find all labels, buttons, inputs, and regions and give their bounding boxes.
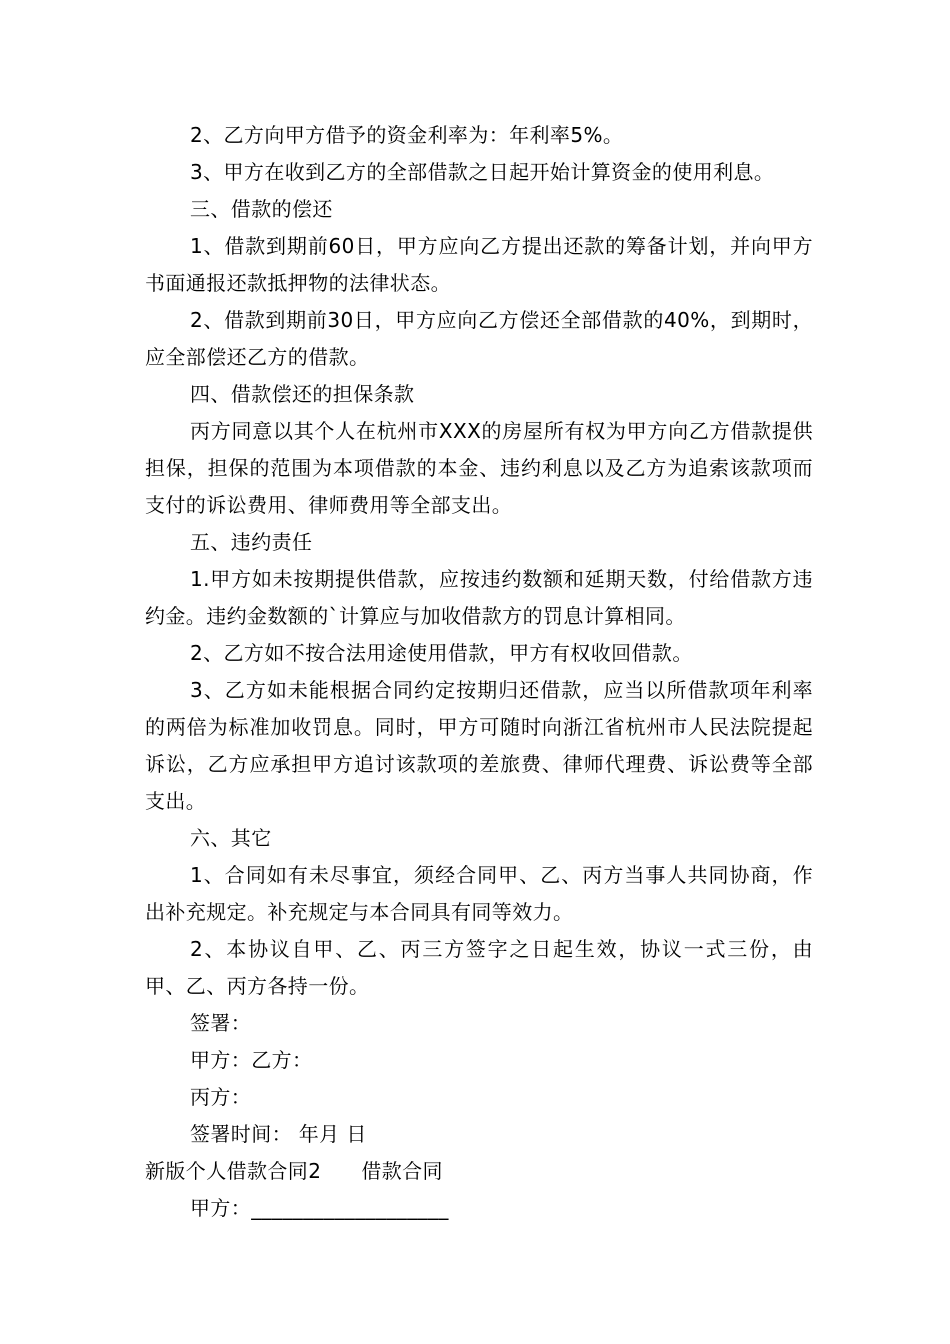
signature-date: 签署时间： 年月 日 [190,1122,367,1146]
contract2-heading: 新版个人借款合同2 [145,1159,322,1183]
party-a-line: 甲方：___________________ [190,1196,449,1220]
clause-other-supplement: 1、合同如有未尽事宜，须经合同甲、乙、丙方当事人共同协商，作出补充规定。补充规定与本合同具有同等效力。 [145,863,813,924]
signature-party-c: 丙方： [190,1085,252,1109]
clause-other-effective: 2、本协议自甲、乙、丙三方签字之日起生效，协议一式三份，由甲、乙、丙方各持一份。 [145,937,813,998]
clause-breach-overdue: 3、乙方如未能根据合同约定按期归还借款，应当以所借款项年利率的两倍为标准加收罚息。同时，甲方可随时向浙江省杭州市人民法院提起诉讼，乙方应承担甲方追讨该款项的差旅费、律师代理费、诉讼费等全部支出。 [145,678,813,813]
clause-guarantee: 丙方同意以其个人在杭州市XXX的房屋所有权为甲方向乙方借款提供担保，担保的范围为本项借款的本金、违约利息以及乙方为追索该款项而支付的诉讼费用、律师费用等全部支出。 [145,419,813,517]
contract2-heading-line [145,1153,813,1190]
clause-breach-late-loan: 1.甲方如未按期提供借款，应按违约数额和延期天数，付给借款方违约金。违约金数额的`计算应与加收借款方的罚息计算相同。 [145,567,813,628]
signature-party-a-b: 甲方：乙方： [190,1048,313,1072]
signature-label: 签署： [190,1011,252,1035]
clause-interest-rate: 2、乙方向甲方借予的资金利率为：年利率5%。 [190,123,624,147]
section-heading-guarantee: 四、借款偿还的担保条款 [190,382,415,406]
clause-repayment-plan: 1、借款到期前60日，甲方应向乙方提出还款的筹备计划，并向甲方书面通报还款抵押物的法律状态。 [145,234,813,295]
section-heading-breach: 五、违约责任 [190,530,313,554]
contract2-title: 借款合同 [361,1159,443,1183]
section-heading-other: 六、其它 [190,826,272,850]
section-heading-repayment: 三、借款的偿还 [190,197,333,221]
clause-repayment-partial: 2、借款到期前30日，甲方应向乙方偿还全部借款的40%，到期时，应全部偿还乙方的借款。 [145,308,813,369]
clause-interest-start: 3、甲方在收到乙方的全部借款之日起开始计算资金的使用利息。 [190,160,775,184]
document-body [145,117,813,1227]
clause-breach-misuse: 2、乙方如不按合法用途使用借款，甲方有权收回借款。 [190,641,693,665]
